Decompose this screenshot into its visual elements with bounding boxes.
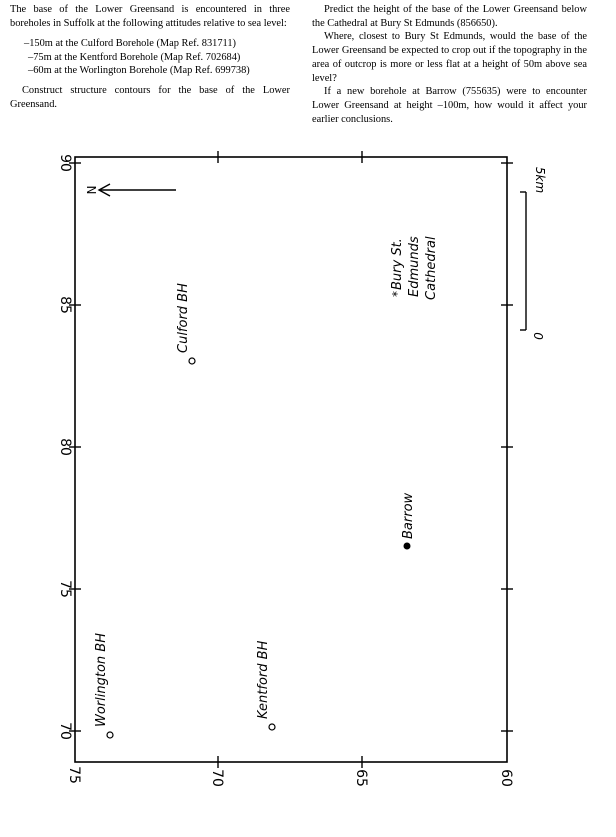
northing-label-65: 65 [353,769,369,787]
northing-label-60: 60 [498,769,514,787]
northing-label-70: 70 [209,769,225,787]
easting-label-70: 70 [57,722,73,740]
intro-paragraph: The base of the Lower Greensand is encountered in three boreholes in Suffolk at the following attitudes relative to sea level: [10,4,290,29]
bury-label-line3: Cathedral [424,236,439,300]
map-frame [75,157,507,762]
kentford-label: Kentford BH [256,640,271,719]
borehole-item-worlington: –60m at the Worlington Borehole (Map Ref. 699738) [28,65,250,77]
question-paragraph-3: If a new borehole at Barrow (755635) were to encounter Lower Greensand at height –100m, how would it affect your earlier conclusions. [312,86,587,125]
culford-label: Culford BH [176,283,191,353]
worlington-borehole-marker [107,732,113,738]
northing-label-75: 75 [66,766,82,784]
easting-label-80: 80 [57,438,73,456]
easting-label-90: 90 [57,154,73,172]
bury-label-line1: Bury St. [390,238,405,290]
scale-bar [520,192,526,330]
barrow-label: Barrow [401,492,416,539]
scale-end-label: 5km [533,166,547,194]
barrow-marker [404,543,411,550]
kentford-borehole-marker [269,724,275,730]
worlington-label: Worlington BH [94,633,109,727]
instruction-paragraph: Construct structure contours for the base of the Lower Greensand. [10,84,290,110]
question-paragraph-1: Predict the height of the base of the Lower Greensand below the Cathedral at Bury St Edmunds (856650). [312,4,587,29]
easting-label-85: 85 [57,296,73,314]
bury-label-line2: Edmunds [407,236,422,297]
question-paragraph-2: Where, closest to Bury St Edmunds, would the base of the Lower Greensand be expected to crop out if the topography in the area of outcrop is more or less flat at a height of 50m above sea level? [312,31,587,84]
north-arrow-icon [99,184,176,196]
bury-star-marker: * [390,291,404,297]
borehole-item-kentford: –75m at the Kentford Borehole (Map Ref. 702684) [28,51,241,63]
borehole-item-culford: –150m at the Culford Borehole (Map Ref. 831711) [24,38,237,50]
northing-ticks [218,151,362,768]
easting-label-75: 75 [57,580,73,598]
north-label: N [84,185,98,195]
culford-borehole-marker [189,358,195,364]
scale-start-label: 0 [531,332,545,340]
